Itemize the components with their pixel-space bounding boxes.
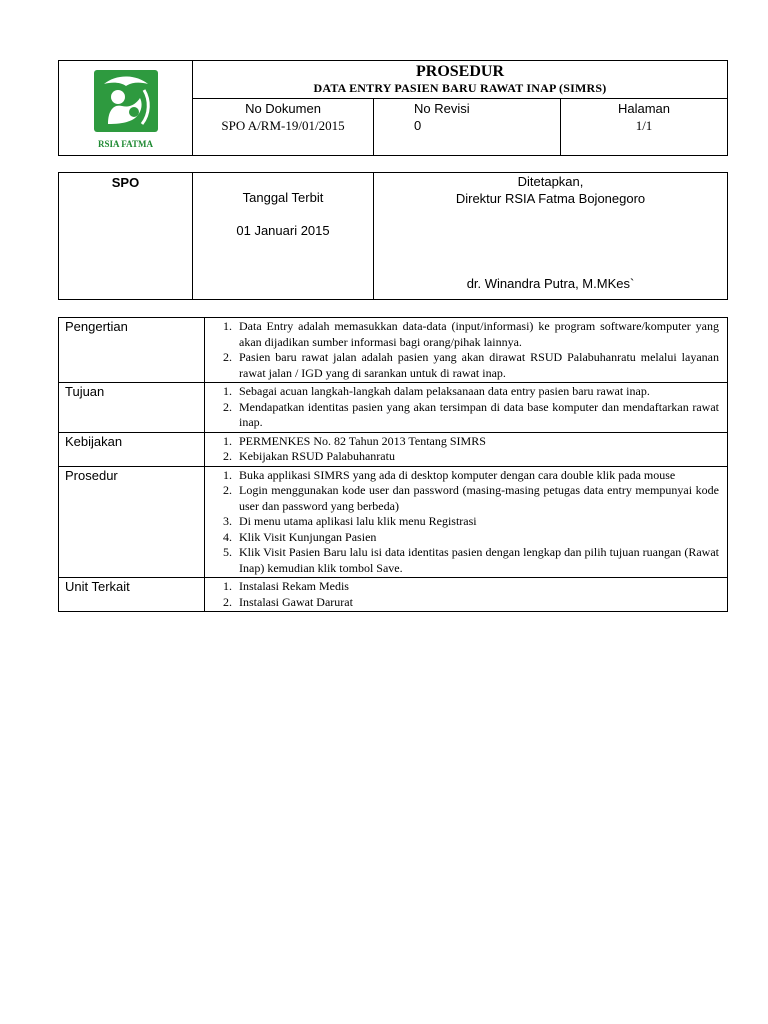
logo-cell <box>59 61 193 156</box>
section-content <box>205 578 728 612</box>
section-content <box>205 432 728 466</box>
no-dokumen-label: No Dokumen <box>245 101 321 116</box>
list-item: 1. Sebagai acuan langkah-langkah dalam pelaksanaan data entry pasien baru rawat inap. <box>235 384 719 400</box>
hospital-logo-icon <box>94 70 158 132</box>
list-item: 1. Instalasi Rekam Medis <box>235 579 719 595</box>
spo-label: SPO <box>59 173 193 300</box>
ditetapkan-label: Ditetapkan, <box>517 174 584 189</box>
list-item: 1. PERMENKES No. 82 Tahun 2013 Tentang SIMRS <box>235 434 719 450</box>
section-list <box>211 434 719 465</box>
section-list <box>211 468 719 577</box>
no-revisi-label: No Revisi <box>414 101 470 116</box>
list-item: 2. Instalasi Gawat Darurat <box>235 595 719 611</box>
document-subtitle: DATA ENTRY PASIEN BARU RAWAT INAP (SIMRS) <box>313 81 607 95</box>
halaman-label: Halaman <box>617 101 671 116</box>
section-label: Unit Terkait <box>59 578 205 612</box>
list-item: 2. Login menggunakan kode user dan password (masing-masing petugas data entry mempunyai kode user dan password yang berbeda) <box>235 483 719 514</box>
no-dokumen-cell <box>193 99 374 156</box>
spo-table <box>58 172 728 300</box>
section-list <box>211 384 719 431</box>
section-row <box>59 578 728 612</box>
section-list <box>211 319 719 381</box>
no-revisi-value: 0 <box>414 118 422 133</box>
section-content <box>205 318 728 383</box>
halaman-cell <box>561 99 728 156</box>
list-item: 1. Data Entry adalah memasukkan data-data (input/informasi) ke program software/komputer yang akan dijadikan sumber informasi bagi orang/pihak lainnya. <box>235 319 719 350</box>
list-item: 2. Pasien baru rawat jalan adalah pasien yang akan dirawat RSUD Palabuhanratu melalui layanan rawat jalan / IGD yang di sarankan untuk di rawat inap. <box>235 350 719 381</box>
no-revisi-cell <box>374 99 561 156</box>
body-table <box>58 317 728 612</box>
list-item: 3. Di menu utama aplikasi lalu klik menu Registrasi <box>235 514 719 530</box>
section-row <box>59 466 728 578</box>
list-item: 4. Klik Visit Kunjungan Pasien <box>235 530 719 546</box>
no-dokumen-value: SPO A/RM-19/01/2015 <box>221 118 345 133</box>
direktur-name: dr. Winandra Putra, M.MKes` <box>466 276 635 291</box>
section-content <box>205 383 728 433</box>
section-row <box>59 383 728 433</box>
halaman-value: 1/1 <box>635 118 653 133</box>
tanggal-terbit-label: Tanggal Terbit <box>242 190 324 205</box>
list-item: 2. Mendapatkan identitas pasien yang akan tersimpan di data base komputer dan mendaftarkan rawat inap. <box>235 400 719 431</box>
section-label: Prosedur <box>59 466 205 578</box>
section-list <box>211 579 719 610</box>
section-label: Tujuan <box>59 383 205 433</box>
list-item: 1. Buka applikasi SIMRS yang ada di desktop komputer dengan cara double klik pada mouse <box>235 468 719 484</box>
header-table <box>58 60 728 156</box>
section-content <box>205 466 728 578</box>
section-row <box>59 318 728 383</box>
document-title: PROSEDUR <box>415 63 504 80</box>
list-item: 2. Kebijakan RSUD Palabuhanratu <box>235 449 719 465</box>
ditetapkan-cell <box>374 173 728 300</box>
title-cell <box>193 61 728 99</box>
direktur-title: Direktur RSIA Fatma Bojonegoro <box>455 191 646 206</box>
section-label: Pengertian <box>59 318 205 383</box>
logo-text: RSIA FATMA <box>98 138 153 149</box>
tanggal-cell <box>193 173 374 300</box>
tanggal-terbit-value: 01 Januari 2015 <box>236 223 330 238</box>
section-row <box>59 432 728 466</box>
section-label: Kebijakan <box>59 432 205 466</box>
list-item: 5. Klik Visit Pasien Baru lalu isi data identitas pasien dengan lengkap dan pilih tujuan ruangan (Rawat Inap) kemudian klik tombol Save. <box>235 545 719 576</box>
